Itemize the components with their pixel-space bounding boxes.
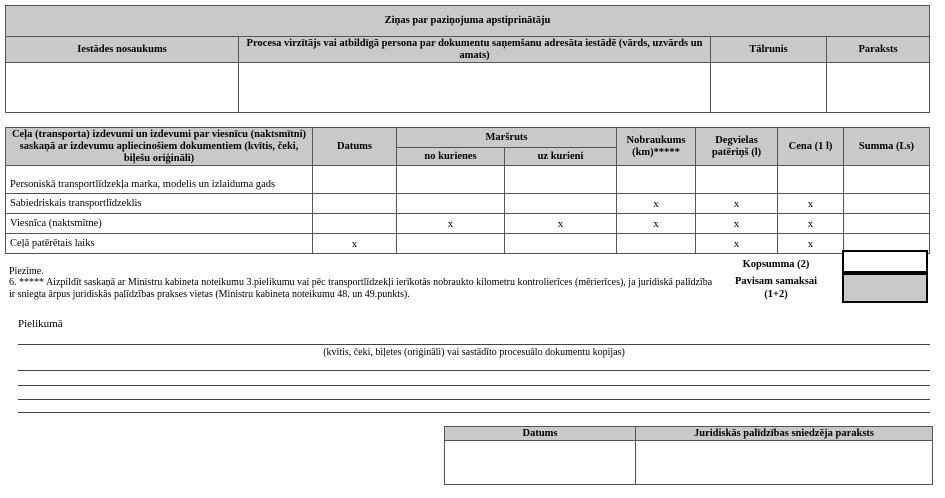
expense-date-cell[interactable]: x (313, 234, 397, 254)
responsible-person-header: Procesa virzītājs vai atbildīgā persona par dokumentu saņemšanu adresāta iestādē (vārds, uzvārds un amats) (239, 37, 711, 63)
expense-row-label: Viesnīca (naktsmītne) (6, 214, 313, 234)
attachments-label: Pielikumā (18, 318, 63, 330)
expense-date-cell[interactable] (313, 166, 397, 194)
signature-table (444, 426, 933, 485)
signature-date-field[interactable] (445, 441, 636, 485)
fuel-header: Degvielas patēriņš (l) (696, 128, 778, 166)
attachments-line[interactable] (18, 385, 930, 386)
expense-row-label: Personiskā transportlīdzekļa marka, modelis un izlaiduma gads (6, 166, 313, 194)
expense-row-label: Sabiedriskais transportlīdzeklis (6, 194, 313, 214)
note-text: 6. ***** Aizpildīt saskaņā ar Ministru kabineta noteikumu 3.pielikumu vai pēc transportlīdzekļi ierīkotās nobraukto kilometru kontrolierīces (mērierīces), ja juridiskā palīdzība ir sniegta ārpus juridiskās palīdzības prakses vietas (Ministru kabineta noteikumu 48. un 49.punkts). (9, 277, 713, 300)
responsible-person-field[interactable] (239, 63, 711, 113)
date-header: Datums (313, 128, 397, 166)
info-title: Ziņas par paziņojuma apstiprinātāju (6, 6, 930, 37)
expense-price-cell[interactable] (778, 166, 844, 194)
note-title: Piezīme. (9, 266, 44, 277)
expense-to-cell[interactable] (505, 234, 617, 254)
expense-from-cell[interactable] (397, 166, 505, 194)
expense-price-cell[interactable]: x (778, 234, 844, 254)
expense-fuel-cell[interactable] (696, 166, 778, 194)
expenses-header: Ceļa (transporta) izdevumi un izdevumi par viesnīcu (naktsmītni) saskaņā ar izdevumu apliecinošiem dokumentiem (kvītis, čeki, biļešu oriģināli) (6, 128, 313, 166)
expense-date-cell[interactable] (313, 194, 397, 214)
expense-from-cell[interactable] (397, 194, 505, 214)
expense-to-cell[interactable] (505, 166, 617, 194)
provider-signature-header: Juridiskās palīdzības sniedzēja paraksts (636, 427, 933, 441)
price-header: Cena (1 l) (778, 128, 844, 166)
expense-price-cell[interactable]: x (778, 214, 844, 234)
expense-fuel-cell[interactable]: x (696, 194, 778, 214)
expense-km-cell[interactable] (617, 234, 696, 254)
route-from-header: no kurienes (397, 148, 505, 166)
provider-signature-field[interactable] (636, 441, 933, 485)
expenses-table (5, 127, 930, 254)
attachments-line[interactable] (18, 412, 930, 413)
signature-field[interactable] (827, 63, 930, 113)
paid-total-amount-box[interactable] (842, 273, 928, 303)
signature-header: Paraksts (827, 37, 930, 63)
expense-row-label: Ceļā patērētais laiks (6, 234, 313, 254)
institution-name-field[interactable] (6, 63, 239, 113)
phone-header: Tālrunis (711, 37, 827, 63)
expense-date-cell[interactable] (313, 214, 397, 234)
expense-from-cell[interactable] (397, 234, 505, 254)
expense-price-cell[interactable]: x (778, 194, 844, 214)
route-header: Maršruts (397, 128, 617, 148)
institution-name-header: Iestādes nosaukums (6, 37, 239, 63)
info-table (5, 5, 930, 113)
expense-sum-cell[interactable] (844, 214, 930, 234)
mileage-header: Nobraukums (km)***** (617, 128, 696, 166)
phone-field[interactable] (711, 63, 827, 113)
expense-sum-cell[interactable] (844, 166, 930, 194)
total-amount-box[interactable] (842, 250, 928, 273)
expense-fuel-cell[interactable]: x (696, 214, 778, 234)
paid-total-label: Pavisam samaksai (1+2) (735, 276, 817, 300)
expense-km-cell[interactable] (617, 166, 696, 194)
expense-km-cell[interactable]: x (617, 214, 696, 234)
expense-sum-cell[interactable] (844, 194, 930, 214)
expense-to-cell[interactable] (505, 194, 617, 214)
attachments-line[interactable] (18, 399, 930, 400)
attachments-line[interactable] (18, 344, 930, 345)
total-label: Kopsumma (2) (742, 259, 810, 270)
attachments-line[interactable] (18, 370, 930, 371)
route-to-header: uz kurieni (505, 148, 617, 166)
expense-from-cell[interactable]: x (397, 214, 505, 234)
expense-fuel-cell[interactable]: x (696, 234, 778, 254)
expense-km-cell[interactable]: x (617, 194, 696, 214)
attachments-caption: (kvītis, čeki, biļetes (oriģināli) vai sastādīto procesuālo dokumentu kopijas) (323, 347, 625, 358)
expense-to-cell[interactable]: x (505, 214, 617, 234)
sum-header: Summa (Ls) (844, 128, 930, 166)
signature-date-header: Datums (445, 427, 636, 441)
